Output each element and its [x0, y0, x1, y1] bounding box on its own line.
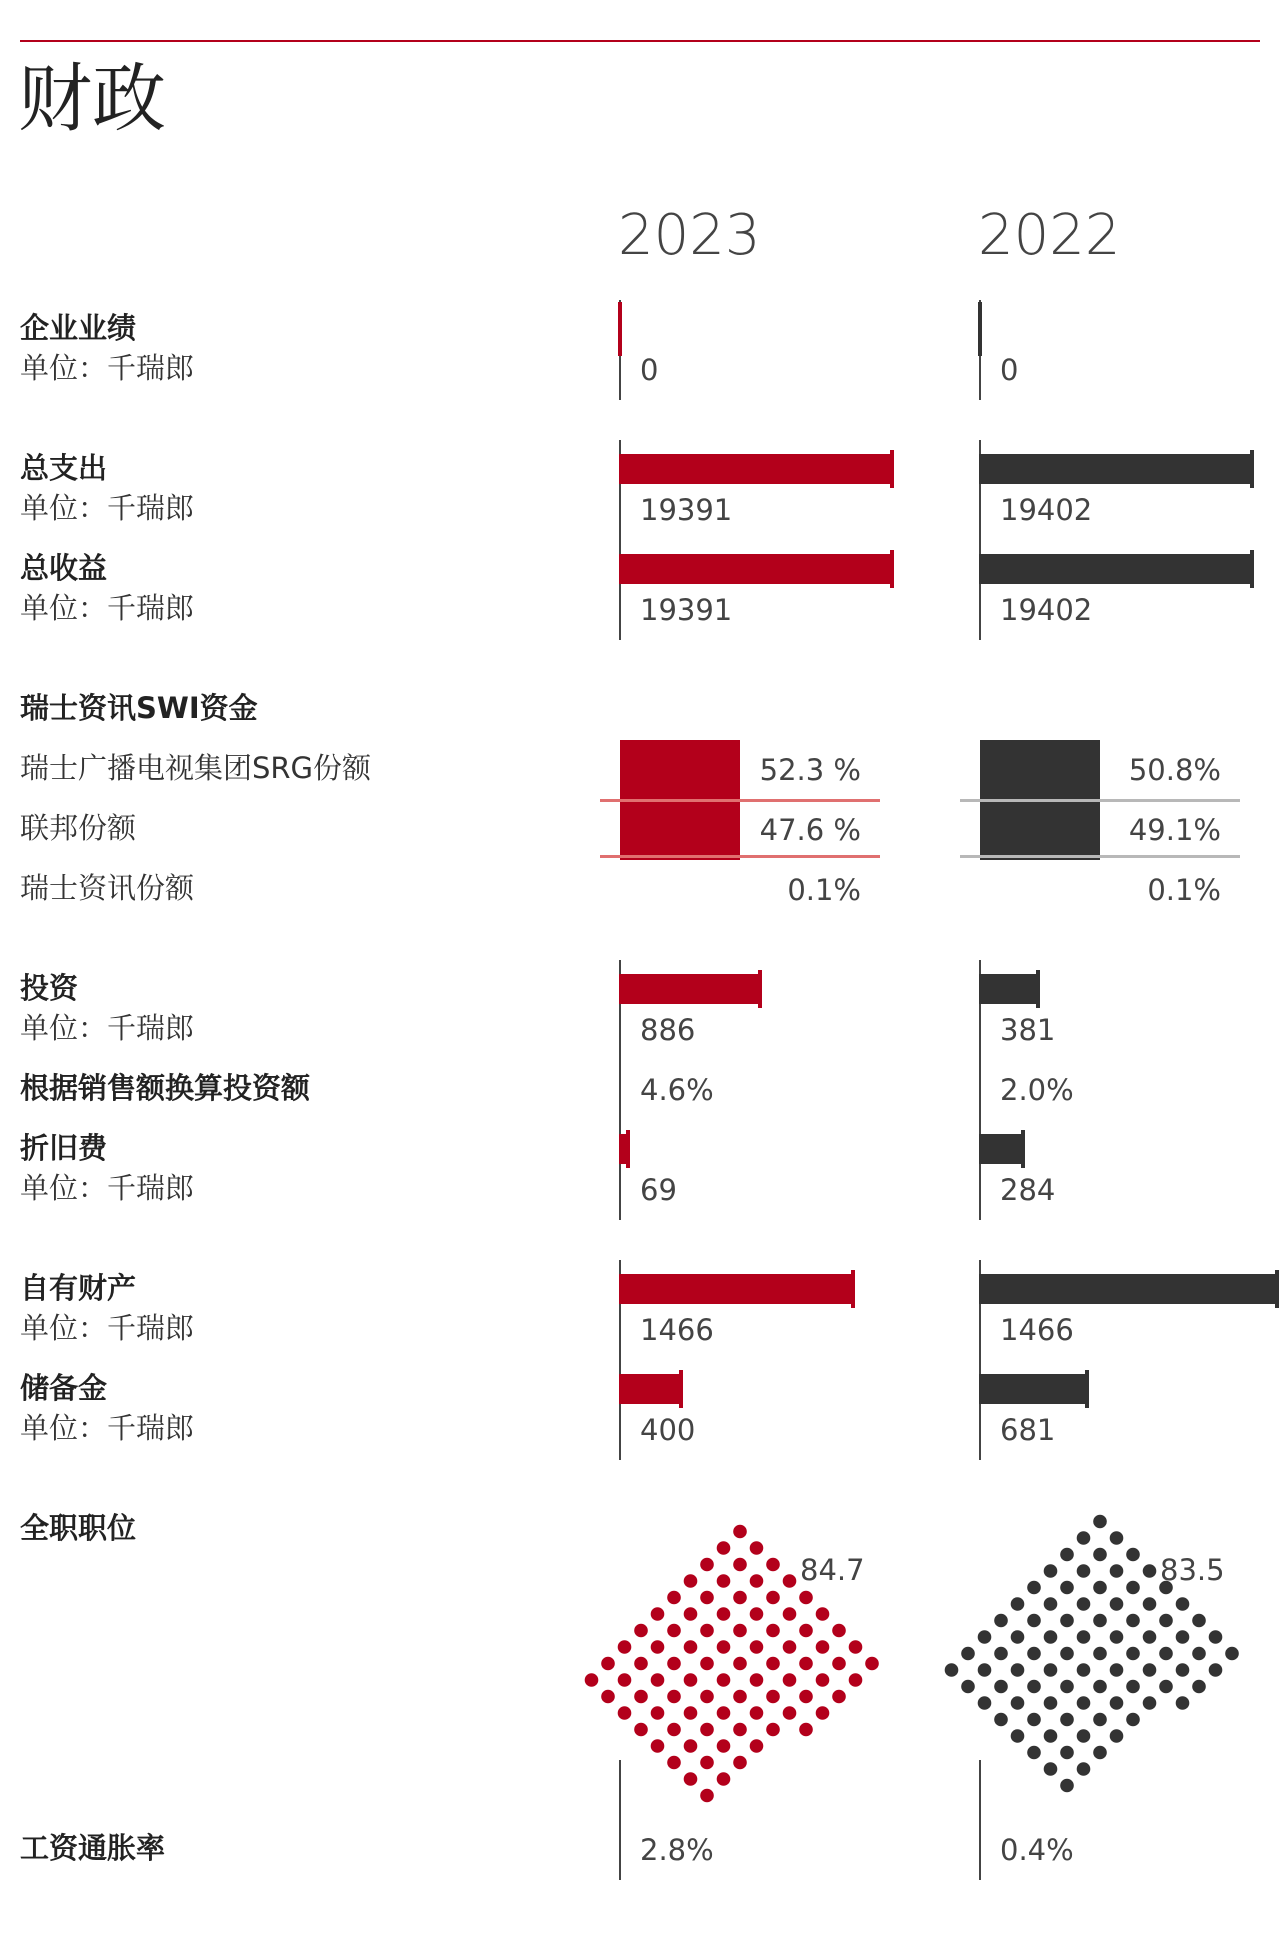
fte-dot	[961, 1680, 975, 1694]
fte-dot	[1093, 1647, 1107, 1661]
expenses-label: 总支出	[20, 451, 108, 485]
fte-dot	[1093, 1614, 1107, 1628]
fte-dot	[1077, 1663, 1091, 1677]
fte-dot	[1209, 1663, 1223, 1677]
value-equity-2022: 1466	[1000, 1313, 1074, 1347]
fte-dot	[994, 1647, 1008, 1661]
fte-dot	[684, 1739, 698, 1753]
fte-dot	[849, 1640, 863, 1654]
fte-dot	[865, 1657, 879, 1671]
fte-dot	[1126, 1581, 1140, 1595]
fte-dot	[799, 1723, 813, 1737]
fte-dot	[717, 1640, 731, 1654]
fte-dot	[733, 1657, 747, 1671]
fte-dot	[799, 1690, 813, 1704]
fte-dot	[766, 1723, 780, 1737]
fte-dot	[1093, 1713, 1107, 1727]
depreciation-label: 折旧费	[20, 1131, 108, 1165]
fte-dot	[1060, 1581, 1074, 1595]
fte-dot	[700, 1657, 714, 1671]
fte-dot	[799, 1624, 813, 1638]
value-revenue-2023: 19391	[640, 593, 733, 627]
fte-dot	[684, 1772, 698, 1786]
fte-dot	[799, 1657, 813, 1671]
fte-dot	[1044, 1597, 1058, 1611]
fte-dot	[1192, 1647, 1206, 1661]
fte-dot	[1209, 1630, 1223, 1644]
fte-dot	[733, 1756, 747, 1770]
fte-dot	[717, 1739, 731, 1753]
fte-dot	[1044, 1729, 1058, 1743]
revenue-label: 总收益	[20, 551, 108, 585]
value-expenses-2023: 19391	[640, 493, 733, 527]
investment-unit: 单位：千瑞郎	[20, 1011, 195, 1045]
fte-dot	[733, 1723, 747, 1737]
fte-dot	[700, 1558, 714, 1572]
wage-inflation-label: 工资通胀率	[20, 1831, 166, 1865]
fte-dot	[651, 1739, 665, 1753]
value-fte-2022: 83.5	[1160, 1553, 1225, 1587]
fte-dot	[1027, 1713, 1041, 1727]
fte-dot	[1110, 1630, 1124, 1644]
value-invest-ratio-2023: 4.6%	[640, 1073, 714, 1107]
fte-dot	[733, 1591, 747, 1605]
fte-dot	[717, 1673, 731, 1687]
fte-dot	[667, 1657, 681, 1671]
fte-dot	[1126, 1647, 1140, 1661]
investment-label: 投资	[20, 971, 79, 1005]
fte-dot	[700, 1591, 714, 1605]
fte-dot	[1159, 1680, 1173, 1694]
fte-dot	[1077, 1564, 1091, 1578]
fte-dot	[1027, 1647, 1041, 1661]
fte-dot	[1011, 1729, 1025, 1743]
fte-dot	[618, 1673, 632, 1687]
fte-dot	[667, 1624, 681, 1638]
fte-dot	[733, 1624, 747, 1638]
fte-dot	[994, 1614, 1008, 1628]
fte-dot	[832, 1657, 846, 1671]
fte-dot	[1143, 1630, 1157, 1644]
fte-dot	[1110, 1531, 1124, 1545]
fte-label: 全职职位	[20, 1511, 137, 1545]
fte-dot	[1060, 1779, 1074, 1793]
fte-dot	[1176, 1696, 1190, 1710]
funding-federal-2023: 47.6 %	[759, 813, 861, 847]
year-2023-header: 2023	[618, 203, 761, 268]
fte-dot	[634, 1690, 648, 1704]
depreciation-unit: 单位：千瑞郎	[20, 1171, 195, 1205]
fte-dot	[1110, 1729, 1124, 1743]
expenses-unit: 单位：千瑞郎	[20, 491, 195, 525]
fte-dot	[1143, 1564, 1157, 1578]
value-equity-2023: 1466	[640, 1313, 714, 1347]
fte-dot	[700, 1789, 714, 1803]
fte-dot	[1060, 1614, 1074, 1628]
fte-dot	[684, 1706, 698, 1720]
fte-dot	[1225, 1647, 1239, 1661]
fte-dot	[945, 1663, 959, 1677]
fte-dot	[667, 1690, 681, 1704]
fte-dot	[750, 1673, 764, 1687]
fte-dot	[1143, 1663, 1157, 1677]
fte-dot	[684, 1673, 698, 1687]
fte-dot	[832, 1624, 846, 1638]
fte-dot	[634, 1657, 648, 1671]
fte-dot	[849, 1673, 863, 1687]
fte-dot	[978, 1663, 992, 1677]
fte-dot	[1093, 1746, 1107, 1760]
value-reserves-2023: 400	[640, 1413, 696, 1447]
fte-dot	[1110, 1564, 1124, 1578]
fte-dot	[750, 1706, 764, 1720]
fte-dot	[1027, 1680, 1041, 1694]
fte-dot	[1159, 1647, 1173, 1661]
fte-dot	[684, 1607, 698, 1621]
value-fte-2023: 84.7	[800, 1553, 865, 1587]
fte-dot	[618, 1640, 632, 1654]
value-wage-2022: 0.4%	[1000, 1833, 1074, 1867]
year-2022-header: 2022	[978, 203, 1121, 268]
fte-dot	[816, 1706, 830, 1720]
fte-dot	[1176, 1630, 1190, 1644]
funding-label: 瑞士资讯SWI资金	[20, 691, 258, 725]
value-invest-ratio-2022: 2.0%	[1000, 1073, 1074, 1107]
value-investment-2023: 886	[640, 1013, 696, 1047]
fte-dot	[1044, 1762, 1058, 1776]
fte-dot	[1143, 1597, 1157, 1611]
fte-dot	[1060, 1647, 1074, 1661]
fte-dot	[1126, 1713, 1140, 1727]
fte-dot	[1044, 1663, 1058, 1677]
fte-dot	[816, 1640, 830, 1654]
corporate-label: 企业业绩	[20, 311, 137, 345]
fte-dot	[717, 1706, 731, 1720]
fte-dot	[667, 1591, 681, 1605]
fte-dot	[1027, 1614, 1041, 1628]
fte-dot	[978, 1630, 992, 1644]
value-investment-2022: 381	[1000, 1013, 1056, 1047]
fte-dot	[667, 1756, 681, 1770]
fte-dot	[1060, 1746, 1074, 1760]
fte-dot	[1060, 1548, 1074, 1562]
fte-dot	[766, 1657, 780, 1671]
fte-dot	[1192, 1614, 1206, 1628]
fte-dot	[783, 1574, 797, 1588]
fte-dot	[1093, 1515, 1107, 1529]
fte-dot	[601, 1657, 615, 1671]
fte-dot	[733, 1558, 747, 1572]
fte-dot	[1060, 1713, 1074, 1727]
reserves-label: 储备金	[20, 1371, 108, 1405]
fte-dot	[766, 1591, 780, 1605]
funding-srg-2022: 50.8%	[1128, 753, 1221, 787]
fte-dot	[978, 1696, 992, 1710]
revenue-unit: 单位：千瑞郎	[20, 591, 195, 625]
fte-dot	[1044, 1564, 1058, 1578]
fte-dot	[783, 1706, 797, 1720]
fte-dot	[766, 1624, 780, 1638]
fte-dot	[618, 1706, 632, 1720]
fte-dot	[1077, 1531, 1091, 1545]
fte-dot	[634, 1624, 648, 1638]
fte-dot	[1060, 1680, 1074, 1694]
fte-dot	[816, 1673, 830, 1687]
fte-dot	[1093, 1581, 1107, 1595]
value-reserves-2022: 681	[1000, 1413, 1056, 1447]
value-wage-2023: 2.8%	[640, 1833, 714, 1867]
fte-dot	[1126, 1614, 1140, 1628]
fte-dot	[1011, 1696, 1025, 1710]
fte-dot	[684, 1640, 698, 1654]
fte-dot	[1176, 1663, 1190, 1677]
fte-dot	[1044, 1630, 1058, 1644]
fte-dot	[994, 1713, 1008, 1727]
value-corporate-2022: 0	[1000, 353, 1019, 387]
funding-srg-2023: 52.3 %	[759, 753, 861, 787]
equity-label: 自有财产	[20, 1271, 137, 1305]
fte-dot	[1044, 1696, 1058, 1710]
funding-swi-2022: 0.1%	[1147, 873, 1221, 907]
fte-dot	[1159, 1614, 1173, 1628]
fte-dot	[1176, 1597, 1190, 1611]
fte-dot	[994, 1680, 1008, 1694]
invest-ratio-label: 根据销售额换算投资额	[20, 1071, 311, 1105]
funding-swi-2023: 0.1%	[787, 873, 861, 907]
fte-dot	[783, 1673, 797, 1687]
value-corporate-2023: 0	[640, 353, 659, 387]
value-revenue-2022: 19402	[1000, 593, 1093, 627]
fte-dot	[717, 1772, 731, 1786]
fte-dot	[766, 1690, 780, 1704]
fte-dot	[634, 1723, 648, 1737]
fte-dot	[1110, 1597, 1124, 1611]
fte-dot	[733, 1525, 747, 1539]
fte-dot	[832, 1690, 846, 1704]
funding-federal-2022: 49.1%	[1128, 813, 1221, 847]
equity-unit: 单位：千瑞郎	[20, 1311, 195, 1345]
fte-dot	[1027, 1581, 1041, 1595]
fte-dot	[1077, 1696, 1091, 1710]
fte-dot	[1077, 1597, 1091, 1611]
fte-dot	[1011, 1597, 1025, 1611]
fte-dot	[1143, 1696, 1157, 1710]
fte-dot	[667, 1723, 681, 1737]
fte-dot	[1077, 1762, 1091, 1776]
fte-dot	[684, 1574, 698, 1588]
fte-dot	[651, 1607, 665, 1621]
fte-dot	[1077, 1729, 1091, 1743]
fte-dot	[750, 1739, 764, 1753]
fte-dot	[651, 1640, 665, 1654]
fte-dot	[783, 1640, 797, 1654]
fte-dot	[750, 1574, 764, 1588]
funding-srg-label: 瑞士广播电视集团SRG份额	[20, 751, 372, 785]
fte-dot	[1126, 1680, 1140, 1694]
fte-dot	[1027, 1746, 1041, 1760]
fte-dot	[766, 1558, 780, 1572]
value-depreciation-2023: 69	[640, 1173, 677, 1207]
fte-dot	[1093, 1680, 1107, 1694]
fte-dot	[961, 1647, 975, 1661]
fte-dot	[1110, 1663, 1124, 1677]
fte-dot	[783, 1607, 797, 1621]
fte-dot	[733, 1690, 747, 1704]
fte-dot	[750, 1541, 764, 1555]
fte-dot	[700, 1723, 714, 1737]
fte-dot	[1011, 1630, 1025, 1644]
fte-dot	[1126, 1548, 1140, 1562]
fte-dot	[651, 1706, 665, 1720]
fte-dot	[816, 1607, 830, 1621]
value-expenses-2022: 19402	[1000, 493, 1093, 527]
fte-dot	[1192, 1680, 1206, 1694]
fte-dot	[1077, 1630, 1091, 1644]
fte-dot	[700, 1624, 714, 1638]
fte-dot	[717, 1607, 731, 1621]
fte-dot	[601, 1690, 615, 1704]
page-title: 财政	[18, 56, 166, 142]
fte-dot	[585, 1673, 599, 1687]
fte-dot	[750, 1640, 764, 1654]
fte-dot	[717, 1541, 731, 1555]
fte-dot	[717, 1574, 731, 1588]
funding-swi-label: 瑞士资讯份额	[20, 871, 195, 905]
value-depreciation-2022: 284	[1000, 1173, 1056, 1207]
corporate-unit: 单位：千瑞郎	[20, 351, 195, 385]
funding-federal-label: 联邦份额	[20, 811, 137, 845]
fte-dot	[651, 1673, 665, 1687]
fte-dot	[1011, 1663, 1025, 1677]
reserves-unit: 单位：千瑞郎	[20, 1411, 195, 1445]
fte-dot	[1093, 1548, 1107, 1562]
fte-dot	[700, 1756, 714, 1770]
fte-dot	[1110, 1696, 1124, 1710]
fte-dot	[799, 1591, 813, 1605]
fte-dot	[700, 1690, 714, 1704]
fte-dot	[750, 1607, 764, 1621]
